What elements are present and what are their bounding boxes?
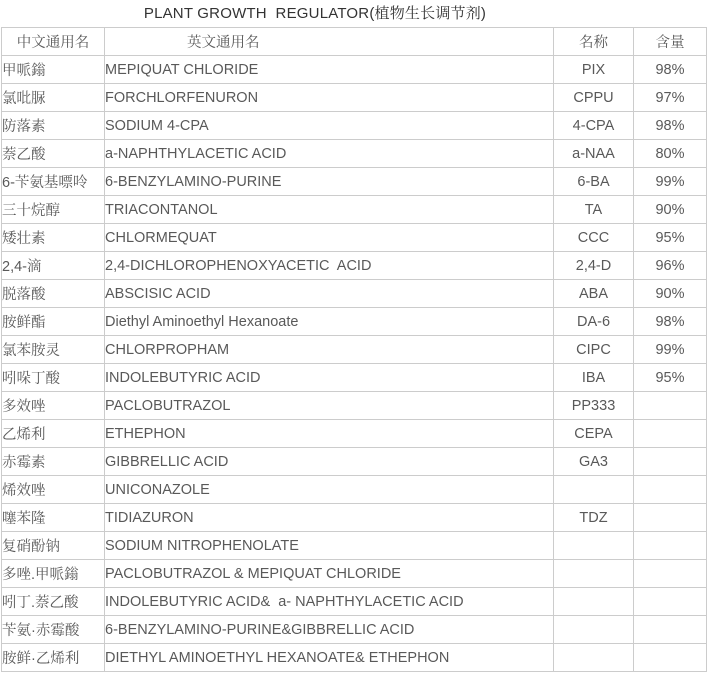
table-row [2, 280, 707, 308]
table-row [2, 56, 707, 84]
cell-english-common-name: INDOLEBUTYRIC ACID [105, 364, 554, 392]
table-row [2, 448, 707, 476]
cell-chinese-common-name: 复硝酚钠 [2, 532, 105, 560]
table-row [2, 84, 707, 112]
cell-content-percent: 90% [634, 196, 707, 224]
cell-chinese-common-name: 多效唑 [2, 392, 105, 420]
cell-english-common-name: UNICONAZOLE [105, 476, 554, 504]
cell-abbreviation [554, 616, 634, 644]
cell-content-percent [634, 504, 707, 532]
cell-content-percent: 96% [634, 252, 707, 280]
cell-english-common-name: ABSCISIC ACID [105, 280, 554, 308]
table-row [2, 504, 707, 532]
cell-english-common-name: Diethyl Aminoethyl Hexanoate [105, 308, 554, 336]
cell-chinese-common-name: 多唑.甲哌鎓 [2, 560, 105, 588]
cell-content-percent: 90% [634, 280, 707, 308]
cell-english-common-name: TRIACONTANOL [105, 196, 554, 224]
cell-english-common-name: SODIUM 4-CPA [105, 112, 554, 140]
table-row [2, 336, 707, 364]
cell-english-common-name: a-NAPHTHYLACETIC ACID [105, 140, 554, 168]
header-english-common-name: 英文通用名 [105, 28, 554, 56]
cell-chinese-common-name: 脱落酸 [2, 280, 105, 308]
cell-content-percent: 98% [634, 112, 707, 140]
cell-chinese-common-name: 吲丁.萘乙酸 [2, 588, 105, 616]
cell-content-percent [634, 392, 707, 420]
table-row [2, 476, 707, 504]
cell-chinese-common-name: 甲哌鎓 [2, 56, 105, 84]
table-row [2, 224, 707, 252]
cell-abbreviation: 2,4-D [554, 252, 634, 280]
cell-chinese-common-name: 苄氨·赤霉酸 [2, 616, 105, 644]
table-row [2, 616, 707, 644]
cell-abbreviation [554, 532, 634, 560]
cell-content-percent: 98% [634, 308, 707, 336]
cell-chinese-common-name: 三十烷醇 [2, 196, 105, 224]
cell-english-common-name: PACLOBUTRAZOL & MEPIQUAT CHLORIDE [105, 560, 554, 588]
cell-abbreviation: IBA [554, 364, 634, 392]
cell-content-percent: 98% [634, 56, 707, 84]
cell-english-common-name: 2,4-DICHLOROPHENOXYACETIC ACID [105, 252, 554, 280]
cell-english-common-name: PACLOBUTRAZOL [105, 392, 554, 420]
cell-abbreviation: PIX [554, 56, 634, 84]
table-row [2, 140, 707, 168]
cell-content-percent [634, 644, 707, 672]
cell-content-percent [634, 532, 707, 560]
page-title: PLANT GROWTH REGULATOR(植物生长调节剂) [143, 5, 487, 22]
cell-chinese-common-name: 矮壮素 [2, 224, 105, 252]
cell-abbreviation: TDZ [554, 504, 634, 532]
cell-english-common-name: INDOLEBUTYRIC ACID& a- NAPHTHYLACETIC ACID [105, 588, 554, 616]
cell-english-common-name: ETHEPHON [105, 420, 554, 448]
cell-chinese-common-name: 2,4-滴 [2, 252, 105, 280]
cell-content-percent [634, 476, 707, 504]
table-row [2, 644, 707, 672]
cell-content-percent: 80% [634, 140, 707, 168]
header-content-percent: 含量 [634, 28, 707, 56]
cell-english-common-name: FORCHLORFENURON [105, 84, 554, 112]
cell-chinese-common-name: 烯效唑 [2, 476, 105, 504]
cell-abbreviation: ABA [554, 280, 634, 308]
table-row [2, 168, 707, 196]
cell-abbreviation [554, 560, 634, 588]
table-body [2, 56, 707, 672]
cell-content-percent [634, 420, 707, 448]
cell-english-common-name: GIBBRELLIC ACID [105, 448, 554, 476]
cell-content-percent [634, 560, 707, 588]
table-row [2, 112, 707, 140]
regulator-table [1, 27, 707, 672]
cell-abbreviation: DA-6 [554, 308, 634, 336]
header-abbreviation: 名称 [554, 28, 634, 56]
cell-content-percent [634, 448, 707, 476]
cell-abbreviation: GA3 [554, 448, 634, 476]
cell-chinese-common-name: 吲哚丁酸 [2, 364, 105, 392]
cell-abbreviation [554, 476, 634, 504]
cell-abbreviation: CEPA [554, 420, 634, 448]
cell-abbreviation: TA [554, 196, 634, 224]
table-header [2, 28, 707, 56]
cell-chinese-common-name: 胺鲜酯 [2, 308, 105, 336]
table-row [2, 308, 707, 336]
cell-abbreviation: CCC [554, 224, 634, 252]
table-row [2, 252, 707, 280]
table-row [2, 392, 707, 420]
cell-chinese-common-name: 氯吡脲 [2, 84, 105, 112]
cell-english-common-name: DIETHYL AMINOETHYL HEXANOATE& ETHEPHON [105, 644, 554, 672]
cell-english-common-name: SODIUM NITROPHENOLATE [105, 532, 554, 560]
cell-abbreviation: CPPU [554, 84, 634, 112]
cell-content-percent [634, 588, 707, 616]
table-row [2, 196, 707, 224]
cell-chinese-common-name: 乙烯利 [2, 420, 105, 448]
cell-abbreviation: PP333 [554, 392, 634, 420]
cell-english-common-name: CHLORMEQUAT [105, 224, 554, 252]
cell-chinese-common-name: 胺鲜·乙烯利 [2, 644, 105, 672]
cell-english-common-name: CHLORPROPHAM [105, 336, 554, 364]
header-chinese-common-name: 中文通用名 [2, 28, 105, 56]
cell-chinese-common-name: 噻苯隆 [2, 504, 105, 532]
cell-english-common-name: TIDIAZURON [105, 504, 554, 532]
table-row [2, 588, 707, 616]
cell-chinese-common-name: 防落素 [2, 112, 105, 140]
cell-abbreviation: a-NAA [554, 140, 634, 168]
cell-abbreviation [554, 588, 634, 616]
cell-chinese-common-name: 6-苄氨基嘌呤 [2, 168, 105, 196]
cell-content-percent: 95% [634, 364, 707, 392]
cell-abbreviation [554, 644, 634, 672]
table-row [2, 532, 707, 560]
cell-english-common-name: 6-BENZYLAMINO-PURINE [105, 168, 554, 196]
table-row [2, 420, 707, 448]
cell-english-common-name: MEPIQUAT CHLORIDE [105, 56, 554, 84]
cell-english-common-name: 6-BENZYLAMINO-PURINE&GIBBRELLIC ACID [105, 616, 554, 644]
cell-abbreviation: CIPC [554, 336, 634, 364]
cell-content-percent: 97% [634, 84, 707, 112]
cell-content-percent [634, 616, 707, 644]
cell-abbreviation: 4-CPA [554, 112, 634, 140]
cell-chinese-common-name: 赤霉素 [2, 448, 105, 476]
table-row [2, 560, 707, 588]
cell-chinese-common-name: 萘乙酸 [2, 140, 105, 168]
cell-content-percent: 99% [634, 168, 707, 196]
table-row [2, 364, 707, 392]
cell-content-percent: 99% [634, 336, 707, 364]
header-row [2, 28, 707, 56]
cell-chinese-common-name: 氯苯胺灵 [2, 336, 105, 364]
cell-abbreviation: 6-BA [554, 168, 634, 196]
cell-content-percent: 95% [634, 224, 707, 252]
